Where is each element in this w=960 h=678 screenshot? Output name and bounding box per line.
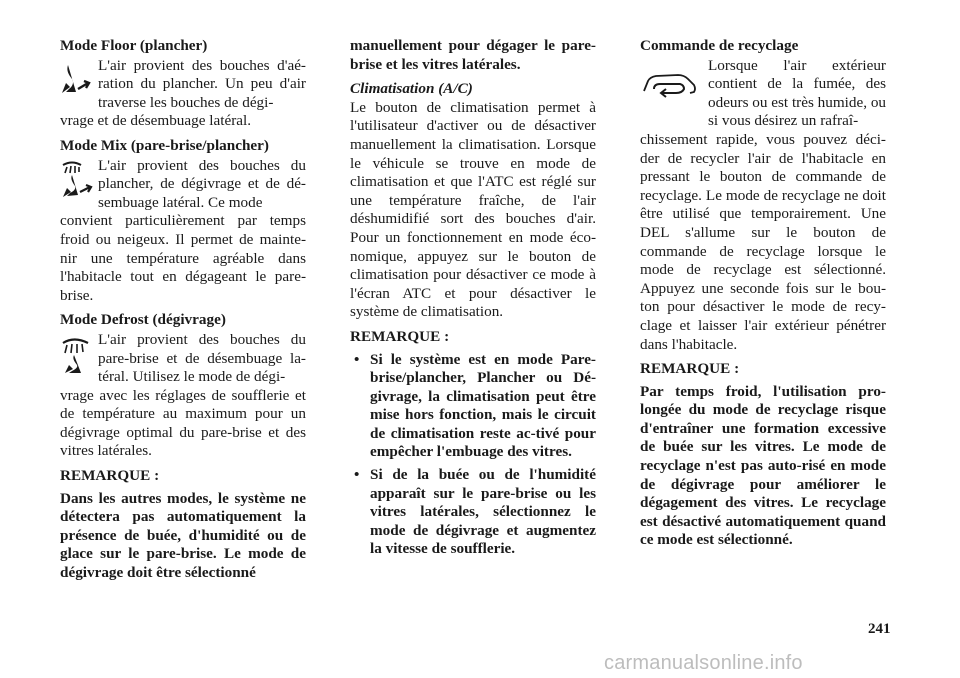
column-left: [60, 37, 306, 589]
note-bullet-list: [350, 351, 596, 560]
mix-mode-text-b: convient particulièrement par temps froid ou neigeux. Il permet de mainte-nir une température agréable dans l'habitacle tout en dégageant le pare-brise.: [60, 212, 306, 304]
recirculation-heading: Commande de recyclage: [640, 37, 799, 54]
floor-mode-paragraph: [60, 57, 306, 113]
column-middle: [350, 37, 596, 563]
defrost-mode-icon: [60, 333, 98, 377]
recirculation-paragraph: [640, 57, 886, 131]
ac-text: Le bouton de climatisation permet à l'utilisateur d'activer ou de désactiver manuellement la climatisation. Lorsque le véhicule se trouve en mode de climatisation et que l'ATC est réglé sur une température fraîche, de l'air déshumidifié sort des bouches d'air. Pour un fonctionnement en mode éco-nomique, appuyez sur le bouton de climatisation pour désactiver ce mode à l'écran ATC et pour désactiver le système de climatisation.: [350, 98, 596, 321]
floor-mode-text-b: vrage et de désembuage latéral.: [60, 112, 252, 130]
defrost-mode-text-a: L'air provient des bouches du pare-brise et de désembuage la-téral. Utilisez le mode de dégi-: [98, 330, 306, 386]
floor-mode-heading: Mode Floor (plancher): [60, 37, 208, 54]
defrost-mode-text-b: vrage avec les réglages de soufflerie et de température au maximum pour un dégivrage optimal du pare-brise et des vitres latérales.: [60, 386, 306, 460]
defrost-continuation: manuellement pour dégager le pare-brise et les vitres latérales.: [350, 37, 596, 73]
note-text-1: Dans les autres modes, le système ne détectera pas automatiquement la présence de buée, d'humidité ou de glace sur le pare-brise. Le mode de dégivrage doit être sélectionné: [60, 489, 306, 582]
mix-mode-paragraph: [60, 157, 306, 213]
defrost-mode-heading: Mode Defrost (dégivrage): [60, 311, 226, 329]
column-right: [640, 37, 886, 556]
defrost-mode-paragraph: [60, 331, 306, 387]
list-item: • Si de la buée ou de l'humidité apparaît sur le pare-brise ou les vitres latérales, sélectionnez le mode de dégivrage et augmentez la vitesse de soufflerie.: [350, 466, 596, 559]
page-number: 241: [868, 621, 891, 637]
mix-mode-icon: [60, 159, 98, 203]
mix-mode-text-a: L'air provient des bouches du plancher, de dégivrage et de dé-sembuage latéral. Ce mode: [98, 156, 306, 211]
floor-mode-icon: [60, 59, 98, 103]
note-text-3: Par temps froid, l'utilisation pro-longée du mode de recyclage risque d'entraîner une formation excessive de buée sur les vitres. Le mode de recyclage n'est pas auto-risé en mode de dégivrage pour améliorer le dégagement des vitres. Le recyclage est désactivé automatiquement quand ce mode est sélectionné.: [640, 382, 886, 549]
recirculation-text-a: Lorsque l'air extérieur contient de la fumée, des odeurs ou est très humide, ou si vous désirez un rafraî-: [708, 56, 887, 130]
recirculation-icon: [640, 65, 708, 127]
ac-heading: Climatisation (A/C): [350, 80, 473, 98]
watermark: carmanualsonline.info: [604, 652, 803, 674]
note-label-3: REMARQUE :: [640, 360, 740, 378]
list-item: • Si le système est en mode Pare-brise/plancher, Plancher ou Dé-givrage, la climatisation peut être mise hors fonction, mais le circuit de climatisation reste ac-tivé pour empêcher l'embuage des vitres.: [350, 351, 596, 463]
note-label-2: REMARQUE :: [350, 327, 450, 345]
mix-mode-heading: Mode Mix (pare-brise/plancher): [60, 136, 269, 154]
floor-mode-text-a: L'air provient des bouches d'aé-ration du plancher. Un peu d'air traverse les bouches de dégi-: [98, 56, 306, 111]
recirculation-text-b: chissement rapide, vous pouvez déci-der de recycler l'air de l'habitacle en pressant le bouton de commande de recyclage. Le mode de recyclage ne doit être utilisé que temporairement. Une DEL s'allume sur le bouton de commande de recyclage lorsque le mode de recyclage est sélectionné. Appuyez une seconde fois sur le bou-ton pour désactiver le mode de recy-clage et laisser l'air extérieur pénétrer dans l'habitacle.: [640, 130, 886, 353]
note-label-1: REMARQUE :: [60, 467, 160, 485]
